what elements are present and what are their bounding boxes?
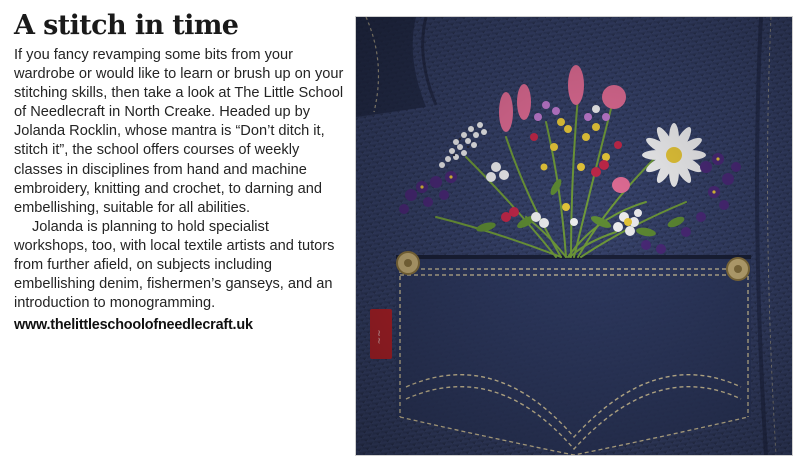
website-link[interactable]: www.thelittleschoolofneedlecraft.uk	[14, 317, 253, 334]
embroidered-denim-photo	[355, 16, 793, 456]
article-text-column	[14, 10, 344, 335]
body-paragraph-1: If you fancy revamping some bits from your wardrobe or would like to learn or brush up on your stitching skills, then take a look at The Little School of Needlecraft in North Creake. Headed up by Jolanda Rocklin, whose mantra is “Don’t ditch it, stitch it”, the school offers courses of weekly classes in disciplines from hand and machine embroidery, knitting and crochet, to darning and embellishing, suitable for all abilities.	[14, 47, 344, 216]
denim-jacket-illustration	[356, 17, 792, 455]
body-paragraph-2: Jolanda is planning to hold specialist workshops, too, with local textile artists and tutors from further afield, on subjects including embellishing denim, fishermen’s ganseys, and an introduction to monogramming.	[14, 218, 335, 312]
headline: A stitch in time	[14, 10, 239, 41]
